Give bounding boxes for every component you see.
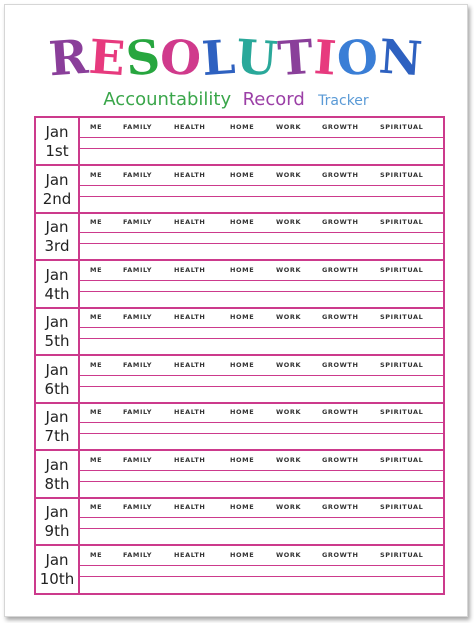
tracker-grid xyxy=(34,116,445,595)
category-label: ME xyxy=(90,123,103,131)
page-title xyxy=(5,31,467,87)
title-letter: O xyxy=(335,29,382,88)
category-header xyxy=(80,498,443,518)
category-label: SPIRITUAL xyxy=(380,218,424,226)
day-number: 1st xyxy=(45,142,69,160)
category-label: FAMILY xyxy=(123,265,153,274)
day-label xyxy=(36,166,80,212)
day-number: 6th xyxy=(44,379,70,398)
day-label xyxy=(36,213,80,259)
category-label: SPIRITUAL xyxy=(380,550,424,559)
category-label: ME xyxy=(90,455,103,464)
day-number: 3rd xyxy=(44,237,70,255)
subtitle-word-record: Record xyxy=(242,89,305,110)
category-label: HEALTH xyxy=(174,313,206,321)
day-label xyxy=(36,356,80,402)
day-month: Jan xyxy=(45,170,69,189)
writing-line xyxy=(80,148,443,149)
day-number: 7th xyxy=(44,427,70,445)
day-label xyxy=(36,451,80,497)
day-label xyxy=(36,118,80,164)
day-label xyxy=(36,308,80,354)
day-row xyxy=(36,166,443,214)
category-label: GROWTH xyxy=(322,265,359,274)
category-label: FAMILY xyxy=(123,218,153,226)
title-letter: O xyxy=(158,29,205,88)
category-label: GROWTH xyxy=(322,170,359,179)
day-number: 4th xyxy=(44,284,70,303)
category-header xyxy=(80,356,443,376)
category-label: SPIRITUAL xyxy=(380,123,424,131)
title-letter: N xyxy=(377,29,426,88)
title-letter: T xyxy=(276,29,317,88)
category-label: WORK xyxy=(276,455,302,464)
category-label: HEALTH xyxy=(174,360,206,369)
tracker-page xyxy=(4,4,468,617)
category-label: FAMILY xyxy=(123,503,153,511)
category-header xyxy=(80,261,443,281)
category-label: HEALTH xyxy=(174,550,206,559)
category-label: SPIRITUAL xyxy=(380,265,424,274)
category-label: SPIRITUAL xyxy=(380,503,424,511)
day-month: Jan xyxy=(45,550,69,569)
category-label: HOME xyxy=(230,360,255,369)
category-label: HEALTH xyxy=(174,408,206,416)
day-row xyxy=(36,213,443,261)
category-label: WORK xyxy=(276,408,302,416)
day-number: 9th xyxy=(44,522,70,540)
category-label: ME xyxy=(90,408,103,416)
title-letter: I xyxy=(312,30,340,87)
category-label: HOME xyxy=(230,503,255,511)
day-row xyxy=(36,498,443,546)
category-label: ME xyxy=(90,313,103,321)
category-label: FAMILY xyxy=(123,170,153,179)
category-label: FAMILY xyxy=(123,360,153,369)
category-label: SPIRITUAL xyxy=(380,455,424,464)
category-label: HOME xyxy=(230,455,255,464)
writing-line xyxy=(80,338,443,339)
writing-line xyxy=(80,576,443,577)
category-label: GROWTH xyxy=(322,123,359,131)
day-row xyxy=(36,403,443,451)
writing-line xyxy=(80,291,443,292)
day-row xyxy=(36,261,443,309)
category-header xyxy=(80,546,443,566)
category-label: WORK xyxy=(276,503,302,511)
writing-line xyxy=(80,433,443,434)
category-label: WORK xyxy=(276,313,302,321)
category-label: HOME xyxy=(230,265,255,274)
day-month: Jan xyxy=(45,455,69,474)
category-label: FAMILY xyxy=(123,313,153,321)
title-letter: L xyxy=(200,29,239,88)
category-label: SPIRITUAL xyxy=(380,360,424,369)
category-header xyxy=(80,166,443,186)
category-label: ME xyxy=(90,550,103,559)
category-label: HOME xyxy=(230,408,255,416)
category-label: ME xyxy=(90,360,103,369)
category-label: ME xyxy=(90,170,103,179)
day-row xyxy=(36,118,443,166)
category-header xyxy=(80,451,443,471)
writing-line xyxy=(80,528,443,529)
category-label: WORK xyxy=(276,170,302,179)
category-label: ME xyxy=(90,218,103,226)
subtitle-word-accountability: Accountability xyxy=(103,89,232,110)
category-label: FAMILY xyxy=(123,408,153,416)
category-label: SPIRITUAL xyxy=(380,170,424,179)
category-label: HEALTH xyxy=(174,218,206,226)
category-label: SPIRITUAL xyxy=(380,313,424,321)
category-label: HEALTH xyxy=(174,265,206,274)
writing-line xyxy=(80,386,443,387)
category-label: ME xyxy=(90,265,103,274)
category-label: HOME xyxy=(230,218,255,226)
title-letter: S xyxy=(123,29,163,88)
day-month: Jan xyxy=(45,265,69,284)
category-label: GROWTH xyxy=(322,360,359,369)
day-row xyxy=(36,546,443,594)
category-label: WORK xyxy=(276,123,302,131)
subtitle-word-tracker: Tracker xyxy=(318,93,369,109)
category-header xyxy=(80,213,443,233)
category-label: GROWTH xyxy=(322,408,359,416)
day-month: Jan xyxy=(45,503,69,521)
category-label: SPIRITUAL xyxy=(380,408,424,416)
title-letter: R xyxy=(46,29,91,88)
page-subtitle xyxy=(5,89,467,110)
day-row xyxy=(36,451,443,499)
category-label: HOME xyxy=(230,313,255,321)
day-label xyxy=(36,546,80,594)
day-month: Jan xyxy=(45,218,69,236)
category-label: HEALTH xyxy=(174,123,206,131)
day-number: 8th xyxy=(44,474,70,493)
category-label: GROWTH xyxy=(322,550,359,559)
day-month: Jan xyxy=(45,408,69,426)
category-label: GROWTH xyxy=(322,218,359,226)
category-header xyxy=(80,308,443,328)
day-number: 2nd xyxy=(42,189,72,208)
category-header xyxy=(80,118,443,138)
day-number: 5th xyxy=(44,332,70,350)
writing-line xyxy=(80,481,443,482)
category-label: HEALTH xyxy=(174,170,206,179)
title-letter: U xyxy=(234,29,281,88)
title-letter: E xyxy=(86,29,128,88)
writing-line xyxy=(80,196,443,197)
category-label: WORK xyxy=(276,218,302,226)
day-month: Jan xyxy=(45,360,69,379)
category-label: GROWTH xyxy=(322,313,359,321)
category-label: GROWTH xyxy=(322,503,359,511)
day-row xyxy=(36,308,443,356)
category-label: HEALTH xyxy=(174,503,206,511)
day-label xyxy=(36,498,80,544)
category-label: WORK xyxy=(276,360,302,369)
category-label: FAMILY xyxy=(123,550,153,559)
category-label: FAMILY xyxy=(123,455,153,464)
category-label: WORK xyxy=(276,550,302,559)
day-row xyxy=(36,356,443,404)
day-month: Jan xyxy=(45,313,69,331)
writing-line xyxy=(80,243,443,244)
category-label: HEALTH xyxy=(174,455,206,464)
category-label: WORK xyxy=(276,265,302,274)
category-label: FAMILY xyxy=(123,123,153,131)
category-label: GROWTH xyxy=(322,455,359,464)
day-label xyxy=(36,261,80,307)
category-label: HOME xyxy=(230,170,255,179)
category-label: HOME xyxy=(230,123,255,131)
day-label xyxy=(36,403,80,449)
category-header xyxy=(80,403,443,423)
category-label: HOME xyxy=(230,550,255,559)
day-month: Jan xyxy=(45,123,69,141)
category-label: ME xyxy=(90,503,103,511)
day-number: 10th xyxy=(39,569,75,588)
